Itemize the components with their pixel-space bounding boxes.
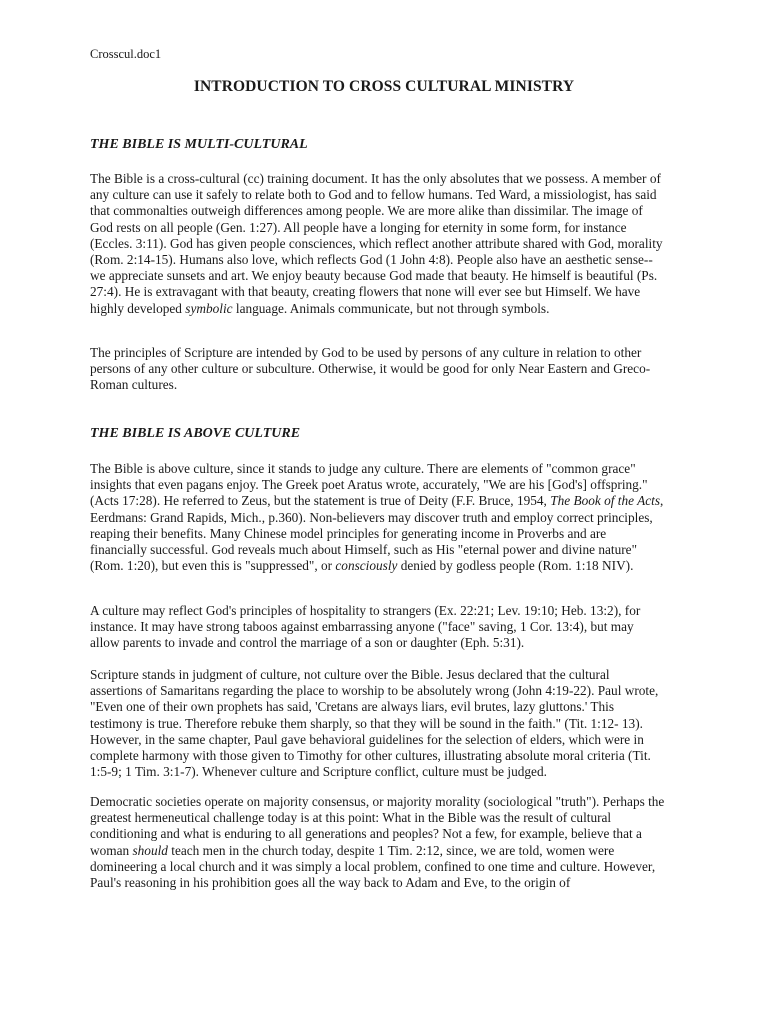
emphasis-text: consciously	[335, 558, 398, 574]
section-heading-multicultural: THE BIBLE IS MULTI-CULTURAL	[90, 137, 308, 152]
paragraph: A culture may reflect God's principles of hospitality to strangers (Ex. 22:21; Lev. 19:10; Heb. 13:2), for instance. It may have strong taboos against embarrassing anyone ("face" saving, 1 Cor. 13:4), but may allow parents to invade and control the marriage of a son or daughter (Eph. 5:31).	[90, 603, 641, 651]
book-title-italic: The Book of the Acts	[550, 493, 661, 509]
document-title: INTRODUCTION TO CROSS CULTURAL MINISTRY	[193, 78, 575, 95]
paragraph: Scripture stands in judgment of culture, not culture over the Bible. Jesus declared that the cultural assertions of Samaritans regarding the place to worship to be absolutely wrong (John 4:19-22). Paul wrote, "Even one of their own prophets has said, 'Cretans are always liars, evil brutes, lazy gluttons.' This testimony is true. Therefore rebuke them sharply, so that they will be sound in the faith." (Tit. 1:12- 13). However, in the same chapter, Paul gave behavioral guidelines for the selection of elders, which were in complete harmony with those given to Timothy for other cultures, illustrating absolute moral criteria (Tit. 1:5-9; 1 Tim. 3:1-7). Whenever culture and Scripture conflict, culture must be judged.	[90, 667, 659, 780]
section-heading-above-culture: THE BIBLE IS ABOVE CULTURE	[90, 426, 301, 441]
paragraph: The Bible is a cross-cultural (cc) training document. It has the only absolutes that we possess. A member of any culture can use it safely to relate both to God and to fellow humans. Ted Ward, a missiologist, has said that commonalties outweigh differences among people. We are more alike than dissimilar. The image of God rests on all people (Gen. 1:27). All people have a longing for eternity in some form, for instance (Eccles. 3:11). God has given people consciences, which reflect another attribute shared with God, morality (Rom. 2:14-15). Humans also love, which reflects God (1 John 4:8). People also have an aesthetic sense--we appreciate sunsets and art. We enjoy beauty because God made that beauty. He himself is beautiful (Ps. 27:4). He is extravagant with that beauty, creating flowers that none will ever see but Himself. We have highly developed symbolic language. Animals communicate, but not through symbols.	[90, 171, 663, 316]
document-filename: Crosscul.doc1	[90, 47, 162, 61]
paragraph: The Bible is above culture, since it stands to judge any culture. There are elements of "common grace" insights that even pagans enjoy. The Greek poet Aratus wrote, accurately, "We are his [God's] offspring." (Acts 17:28). He referred to Zeus, but the statement is true of Deity (F.F. Bruce, 1954, The Book of the Acts, Eerdmans: Grand Rapids, Mich., p.360). Non-believers may discover truth and employ correct principles, reaping their benefits. Many Chinese model principles for generating income in Proverbs and are financially successful. God reveals much about Himself, such as His "eternal power and divine nature" (Rom. 1:20), but even this is "suppressed", or consciously denied by godless people (Rom. 1:18 NIV).	[90, 461, 664, 574]
emphasis-text: should	[132, 842, 168, 858]
emphasis-text: symbolic	[185, 300, 233, 316]
paragraph: The principles of Scripture are intended by God to be used by persons of any culture in relation to other persons of any other culture or subculture. Otherwise, it would be good for only Near Eastern and Greco-Roman cultures.	[90, 345, 651, 393]
paragraph: Democratic societies operate on majority consensus, or majority morality (sociological "truth"). Perhaps the greatest hermeneutical challenge today is at this point: What in the Bible was the result of cultural conditioning and what is enduring to all generations and peoples? Not a few, for example, believe that a woman should teach men in the church today, despite 1 Tim. 2:12, since, we are told, women were domineering a local church and it was simply a local problem, confined to one time and culture. However, Paul's reasoning in his prohibition goes all the way back to Adam and Eve, to the origin of	[90, 794, 665, 891]
